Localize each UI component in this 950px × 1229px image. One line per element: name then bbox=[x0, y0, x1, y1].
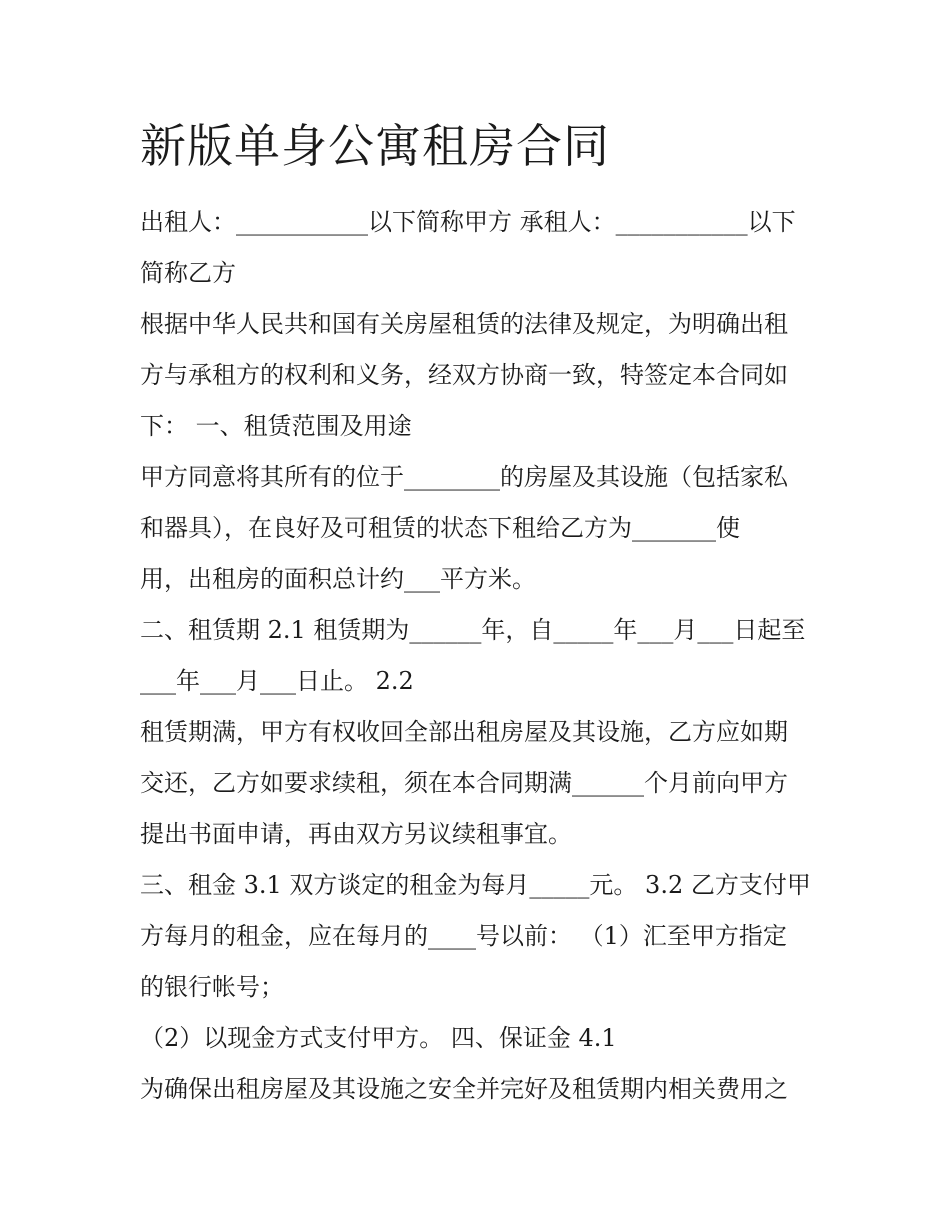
paragraph-line-9: 二、租赁期 2.1 租赁期为______年，自_____年___月___日起至 bbox=[140, 616, 806, 644]
paragraph-line-5: 下： 一、租赁范围及用途 bbox=[140, 412, 412, 440]
paragraph-line-2: 简称乙方 bbox=[140, 259, 236, 287]
paragraph-line-16: 的银行帐号； bbox=[140, 973, 284, 1001]
paragraph-line-13: 提出书面申请，再由双方另议续租事宜。 bbox=[140, 820, 572, 848]
paragraph-line-4: 方与承租方的权利和义务，经双方协商一致，特签定本合同如 bbox=[140, 361, 788, 389]
paragraph-line-10: ___年___月___日止。 2.2 bbox=[140, 667, 414, 695]
paragraph-line-11: 租赁期满，甲方有权收回全部出租房屋及其设施，乙方应如期 bbox=[140, 718, 788, 746]
paragraph-line-1: 出租人：___________以下简称甲方 承租人：___________以下 bbox=[140, 208, 796, 236]
paragraph-line-18: 为确保出租房屋及其设施之安全并完好及租赁期内相关费用之 bbox=[140, 1075, 788, 1103]
paragraph-line-14: 三、租金 3.1 双方谈定的租金为每月_____元。 3.2 乙方支付甲 bbox=[140, 871, 811, 899]
paragraph-line-6: 甲方同意将其所有的位于________的房屋及其设施（包括家私 bbox=[140, 463, 788, 491]
paragraph-line-17: （2）以现金方式支付甲方。 四、保证金 4.1 bbox=[140, 1024, 617, 1052]
paragraph-line-7: 和器具），在良好及可租赁的状态下租给乙方为_______使 bbox=[140, 514, 740, 542]
paragraph-line-3: 根据中华人民共和国有关房屋租赁的法律及规定，为明确出租 bbox=[140, 310, 788, 338]
paragraph-line-12: 交还，乙方如要求续租，须在本合同期满______个月前向甲方 bbox=[140, 769, 788, 797]
paragraph-line-15: 方每月的租金，应在每月的____号以前： （1）汇至甲方指定 bbox=[140, 922, 787, 950]
document-title: 新版单身公寓租房合同 bbox=[140, 119, 610, 173]
paragraph-line-8: 用，出租房的面积总计约___平方米。 bbox=[140, 565, 536, 593]
